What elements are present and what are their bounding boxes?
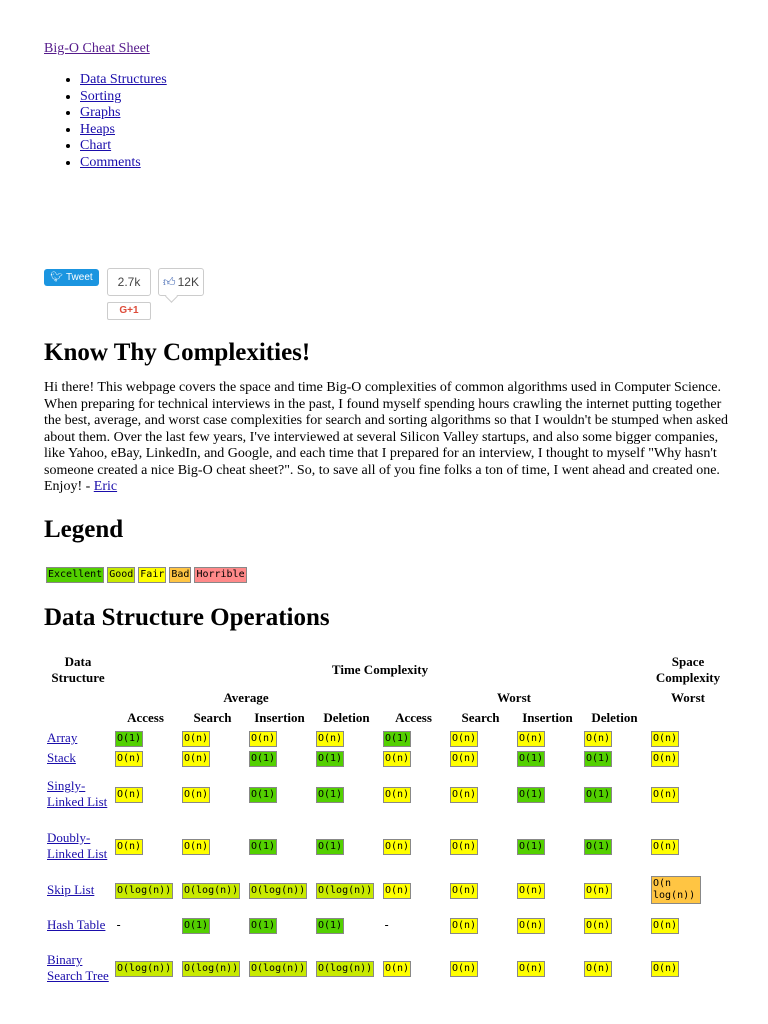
complexity-badge: O(n): [450, 961, 478, 977]
complexity-badge: O(1): [316, 751, 344, 767]
data-structure-link[interactable]: Stack: [47, 750, 76, 765]
complexity-badge: O(n): [115, 751, 143, 767]
complexity-badge: O(1): [383, 731, 411, 747]
complexity-badge: O(n): [450, 751, 478, 767]
complexity-none: -: [383, 918, 391, 932]
complexity-cell: [648, 872, 728, 908]
data-structure-link[interactable]: Singly-Linked List: [47, 778, 108, 809]
legend: [46, 567, 247, 583]
complexity-cell: [581, 768, 648, 820]
complexity-badge: O(1): [249, 839, 277, 855]
complexity-cell: [112, 872, 179, 908]
complexity-badge: O(n): [584, 961, 612, 977]
complexity-cell: [648, 728, 728, 748]
complexity-cell: [112, 748, 179, 768]
complexity-badge: O(1): [249, 751, 277, 767]
nav-link-data-structures[interactable]: Data Structures: [80, 72, 167, 87]
like-button[interactable]: [158, 268, 204, 296]
table-row: [44, 748, 728, 768]
complexity-cell: [648, 768, 728, 820]
complexity-badge: O(n): [651, 918, 679, 934]
nav-item: [80, 122, 167, 139]
complexity-cell: [313, 942, 380, 994]
complexity-badge: O(n): [584, 918, 612, 934]
table-row: [44, 728, 728, 748]
complexity-badge: O(1): [249, 918, 277, 934]
complexity-cell: [246, 908, 313, 942]
complexity-badge: O(n): [383, 961, 411, 977]
complexity-cell: [179, 820, 246, 872]
complexity-cell: [179, 942, 246, 994]
thumbs-up-icon: 👍︎: [163, 275, 176, 289]
data-structure-link[interactable]: Skip List: [47, 882, 95, 897]
row-name-cell: [44, 748, 112, 768]
complexity-badge: O(n): [450, 731, 478, 747]
complexity-cell: [380, 748, 447, 768]
complexity-badge: O(log(n)): [115, 883, 173, 899]
complexity-cell: [514, 728, 581, 748]
complexity-badge: O(1): [316, 839, 344, 855]
col-header-op: Access: [395, 709, 432, 725]
complexity-badge: O(n): [383, 883, 411, 899]
complexity-cell: [179, 748, 246, 768]
nav-list: [62, 72, 167, 171]
complexity-badge: O(n): [450, 839, 478, 855]
complexity-badge: O(n): [383, 839, 411, 855]
page-title: Know Thy Complexities!: [44, 339, 311, 366]
data-structure-link[interactable]: Doubly-Linked List: [47, 830, 108, 861]
complexity-badge: O(n): [517, 883, 545, 899]
row-name-cell: [44, 908, 112, 942]
complexity-badge: O(log(n)): [316, 883, 374, 899]
complexity-badge: O(n): [450, 918, 478, 934]
complexity-badge: O(n): [651, 839, 679, 855]
complexity-cell: [313, 728, 380, 748]
complexity-badge: O(n): [115, 787, 143, 803]
complexity-cell: [380, 820, 447, 872]
complexity-cell: [246, 820, 313, 872]
like-count: 12K: [177, 275, 199, 289]
complexity-badge: O(1): [517, 751, 545, 767]
table-row: [44, 768, 728, 820]
complexity-cell: [380, 872, 447, 908]
complexity-cell: [581, 748, 648, 768]
data-structure-operations-heading: Data Structure Operations: [44, 604, 330, 631]
nav-link-sorting[interactable]: Sorting: [80, 88, 122, 104]
row-name-cell: [44, 728, 112, 748]
complexity-cell: [581, 728, 648, 748]
col-header-op: Insertion: [522, 709, 573, 725]
complexity-cell: [112, 820, 179, 872]
complexity-cell: [313, 820, 380, 872]
complexity-badge: O(n log(n)): [651, 876, 701, 904]
complexity-cell: [313, 748, 380, 768]
complexity-cell: [313, 768, 380, 820]
data-structure-link[interactable]: Hash Table: [47, 917, 106, 932]
complexity-cell: [246, 872, 313, 908]
complexity-cell: [246, 748, 313, 768]
col-header-blank: [648, 707, 728, 728]
intro-paragraph: [44, 380, 730, 496]
complexity-cell: [514, 942, 581, 994]
complexity-badge: O(n): [450, 787, 478, 803]
table-row: [44, 820, 728, 872]
complexity-badge: O(n): [584, 731, 612, 747]
complexity-cell: [447, 768, 514, 820]
complexity-badge: O(log(n)): [249, 883, 307, 899]
complexity-cell: [179, 728, 246, 748]
google-plus-button[interactable]: G+1: [107, 302, 151, 320]
complexity-badge: O(1): [584, 751, 612, 767]
nav-item: [80, 89, 167, 106]
legend-excellent: Excellent: [46, 567, 104, 583]
col-header-space-worst: Worst: [671, 689, 705, 705]
complexity-cell: [380, 942, 447, 994]
complexity-badge: O(n): [182, 787, 210, 803]
nav-link-heaps[interactable]: Heaps: [80, 121, 115, 137]
site-title-link[interactable]: Big-O Cheat Sheet: [44, 41, 150, 56]
complexity-cell: [581, 820, 648, 872]
complexity-badge: O(1): [115, 731, 143, 747]
complexity-cell: [581, 942, 648, 994]
complexity-cell: [246, 728, 313, 748]
complexity-badge: O(1): [316, 787, 344, 803]
nav-item: [80, 138, 167, 155]
data-structure-link[interactable]: Binary Search Tree: [47, 952, 109, 983]
complexity-cell: [447, 728, 514, 748]
table-body: [44, 728, 728, 994]
legend-horrible: Horrible: [194, 567, 246, 583]
col-header-op: Search: [461, 709, 500, 725]
intro-text: Hi there! This webpage covers the space and time Big-O complexities of common algorithms used in Computer Science. When preparing for technical interviews in the past, I found myself spending hours crawling the internet putting together the best, average, and worst case complexities for search and sorting algorithms so that I wouldn't be stumped when asked about them. Over the last few years, I've interviewed at several Silicon Valley startups, and also some bigger companies, like Yahoo, eBay, LinkedIn, and Google, and each time that I prepared for an interview, I thought to myself "Why hasn't someone created a nice Big-O cheat sheet?". So, to save all of you fine folks a ton of time, I went ahead and created one. Enjoy! -: [44, 380, 729, 494]
nav-item: [80, 155, 167, 172]
col-header-average: Average: [223, 689, 269, 705]
row-name-cell: [44, 872, 112, 908]
col-header-worst: Worst: [497, 689, 531, 705]
complexity-badge: O(n): [450, 883, 478, 899]
col-header-data-structure: Data Structure: [51, 654, 105, 685]
complexity-badge: O(n): [383, 787, 411, 803]
complexity-cell: [380, 908, 447, 942]
legend-fair: Fair: [138, 567, 166, 583]
row-name-cell: [44, 942, 112, 994]
complexity-badge: O(n): [584, 883, 612, 899]
col-header-blank: [44, 707, 112, 728]
complexity-badge: O(1): [316, 918, 344, 934]
complexity-badge: O(1): [584, 839, 612, 855]
col-header-time-complexity: Time Complexity: [331, 662, 429, 677]
complexity-badge: O(1): [517, 787, 545, 803]
col-header-space-complexity: Space Complexity: [655, 654, 721, 685]
tweet-label: Tweet: [66, 272, 93, 283]
complexity-cell: [514, 908, 581, 942]
complexity-badge: O(n): [115, 839, 143, 855]
complexity-cell: [246, 942, 313, 994]
table-row: [44, 942, 728, 994]
complexity-badge: O(1): [249, 787, 277, 803]
complexity-badge: O(n): [651, 731, 679, 747]
complexity-badge: O(log(n)): [115, 961, 173, 977]
nav-item: [80, 105, 167, 122]
row-name-cell: [44, 768, 112, 820]
col-header-op: Search: [193, 709, 232, 725]
nav-link-comments[interactable]: Comments: [80, 154, 141, 170]
legend-heading: Legend: [44, 516, 124, 543]
nav-link-chart[interactable]: Chart: [80, 138, 112, 153]
data-structure-operations-table: [44, 652, 728, 994]
complexity-cell: [179, 872, 246, 908]
twitter-bird-icon: 🐦︎: [50, 272, 63, 283]
complexity-cell: [112, 942, 179, 994]
complexity-cell: [246, 768, 313, 820]
complexity-badge: O(n): [182, 751, 210, 767]
nav-link-graphs[interactable]: Graphs: [80, 105, 121, 120]
complexity-badge: O(n): [517, 918, 545, 934]
complexity-badge: O(log(n)): [249, 961, 307, 977]
complexity-cell: [648, 908, 728, 942]
tweet-button[interactable]: [44, 269, 99, 286]
complexity-badge: O(n): [182, 731, 210, 747]
complexity-badge: O(1): [584, 787, 612, 803]
complexity-cell: [313, 908, 380, 942]
complexity-badge: O(1): [517, 839, 545, 855]
data-structure-link[interactable]: Array: [47, 730, 78, 745]
complexity-cell: [313, 872, 380, 908]
complexity-cell: [648, 942, 728, 994]
complexity-cell: [447, 820, 514, 872]
nav-item: [80, 72, 167, 89]
complexity-cell: [514, 768, 581, 820]
complexity-cell: [648, 748, 728, 768]
complexity-badge: O(n): [182, 839, 210, 855]
table-row: [44, 908, 728, 942]
complexity-badge: O(n): [517, 731, 545, 747]
complexity-cell: [514, 748, 581, 768]
complexity-cell: [380, 728, 447, 748]
complexity-badge: O(n): [517, 961, 545, 977]
complexity-badge: O(log(n)): [182, 883, 240, 899]
complexity-cell: [648, 820, 728, 872]
col-header-op: Deletion: [323, 709, 370, 725]
complexity-cell: [380, 768, 447, 820]
legend-good: Good: [107, 567, 135, 583]
share-count: 2.7k: [107, 268, 151, 296]
col-header-op: Deletion: [591, 709, 638, 725]
complexity-cell: [514, 820, 581, 872]
complexity-cell: [581, 872, 648, 908]
row-name-cell: [44, 820, 112, 872]
complexity-badge: O(log(n)): [316, 961, 374, 977]
complexity-cell: [112, 728, 179, 748]
complexity-none: -: [115, 918, 123, 932]
complexity-cell: [447, 748, 514, 768]
complexity-badge: O(n): [383, 751, 411, 767]
complexity-badge: O(1): [182, 918, 210, 934]
col-header-op: Insertion: [254, 709, 305, 725]
complexity-badge: O(n): [651, 751, 679, 767]
complexity-cell: [112, 908, 179, 942]
complexity-badge: O(n): [651, 961, 679, 977]
complexity-cell: [179, 908, 246, 942]
complexity-badge: O(n): [249, 731, 277, 747]
col-header-blank: [44, 688, 112, 707]
col-header-op: Access: [127, 709, 164, 725]
complexity-cell: [514, 872, 581, 908]
complexity-badge: O(n): [316, 731, 344, 747]
complexity-cell: [447, 872, 514, 908]
table-row: [44, 872, 728, 908]
author-link[interactable]: Eric: [93, 479, 118, 494]
complexity-cell: [447, 908, 514, 942]
complexity-cell: [581, 908, 648, 942]
complexity-badge: O(log(n)): [182, 961, 240, 977]
complexity-cell: [447, 942, 514, 994]
legend-bad: Bad: [169, 567, 191, 583]
complexity-cell: [179, 768, 246, 820]
complexity-badge: O(n): [651, 787, 679, 803]
complexity-cell: [112, 768, 179, 820]
